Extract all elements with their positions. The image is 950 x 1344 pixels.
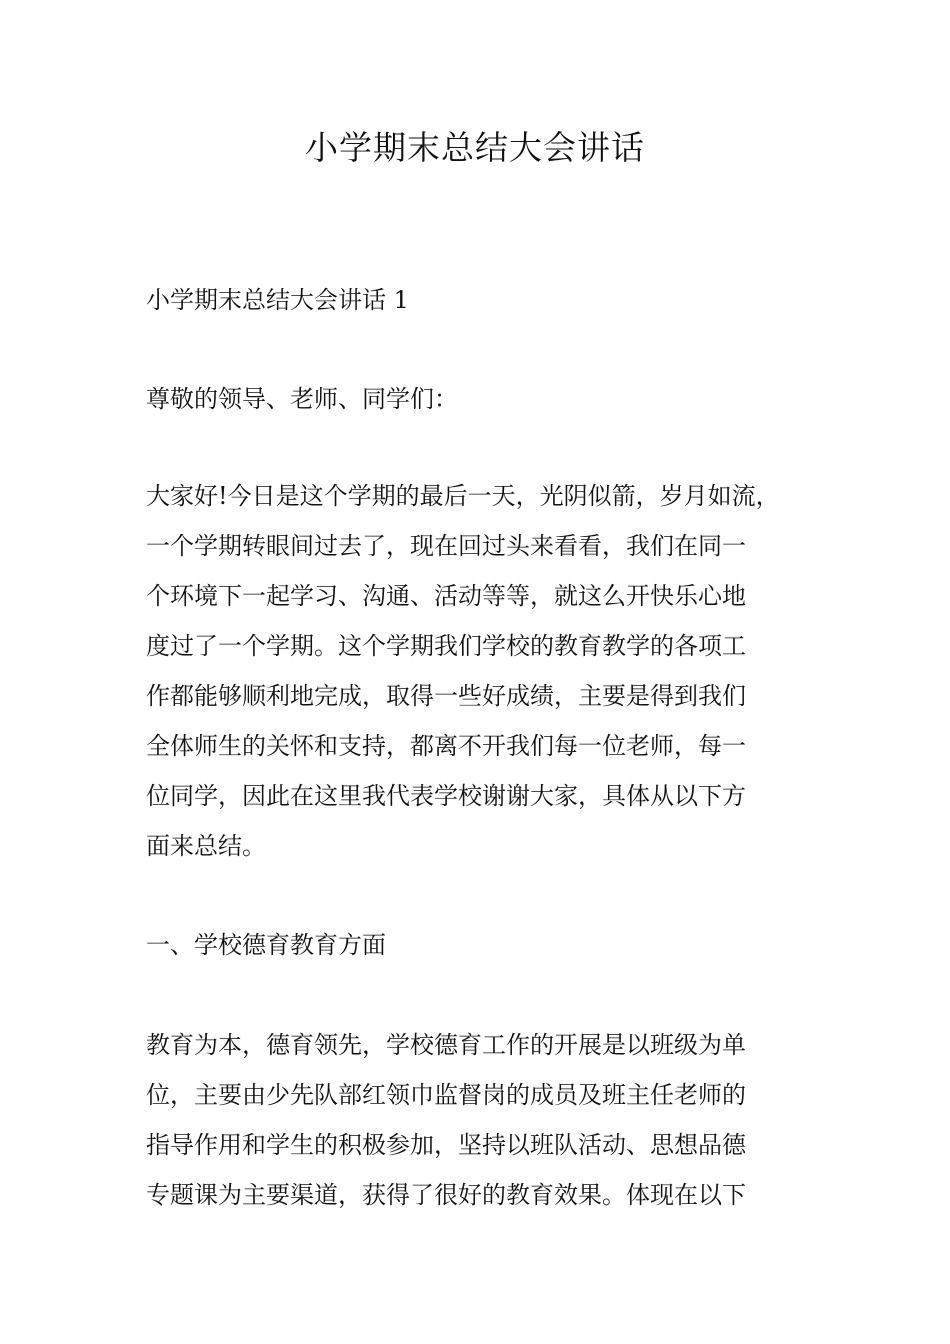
paragraph-line: 专题课为主要渠道，获得了很好的教育效果。体现在以下 (146, 1181, 746, 1209)
paragraph-line: 位，主要由少先队部红领巾监督岗的成员及班主任老师的 (146, 1081, 746, 1109)
paragraph-line: 个环境下一起学习、沟通、活动等等，就这么开快乐心地 (146, 582, 746, 610)
paragraph-line: 指导作用和学生的积极参加，坚持以班队活动、思想品德 (146, 1131, 746, 1159)
paragraph-line: 位同学，因此在这里我代表学校谢谢大家，具体从以下方 (146, 782, 746, 810)
paragraph-line: 面来总结。 (146, 832, 266, 860)
moral-education-paragraph (146, 1020, 816, 1220)
paragraph-line: 一个学期转眼间过去了，现在回过头来看看，我们在同一 (146, 532, 746, 560)
paragraph-line: 作都能够顺利地完成，取得一些好成绩，主要是得到我们 (146, 682, 746, 710)
speech-subtitle: 小学期末总结大会讲话 1 (146, 286, 409, 314)
paragraph-line: 大家好!今日是这个学期的最后一天，光阴似箭，岁月如流， (146, 482, 780, 510)
greeting-line: 尊敬的领导、老师、同学们： (146, 385, 458, 413)
section-heading: 一、学校德育教育方面 (146, 931, 386, 959)
page-title: 小学期末总结大会讲话 (305, 128, 645, 167)
paragraph-line: 教育为本，德育领先，学校德育工作的开展是以班级为单 (146, 1031, 746, 1059)
intro-paragraph (146, 471, 816, 871)
paragraph-line: 全体师生的关怀和支持，都离不开我们每一位老师，每一 (146, 732, 746, 760)
paragraph-line: 度过了一个学期。这个学期我们学校的教育教学的各项工 (146, 632, 746, 660)
